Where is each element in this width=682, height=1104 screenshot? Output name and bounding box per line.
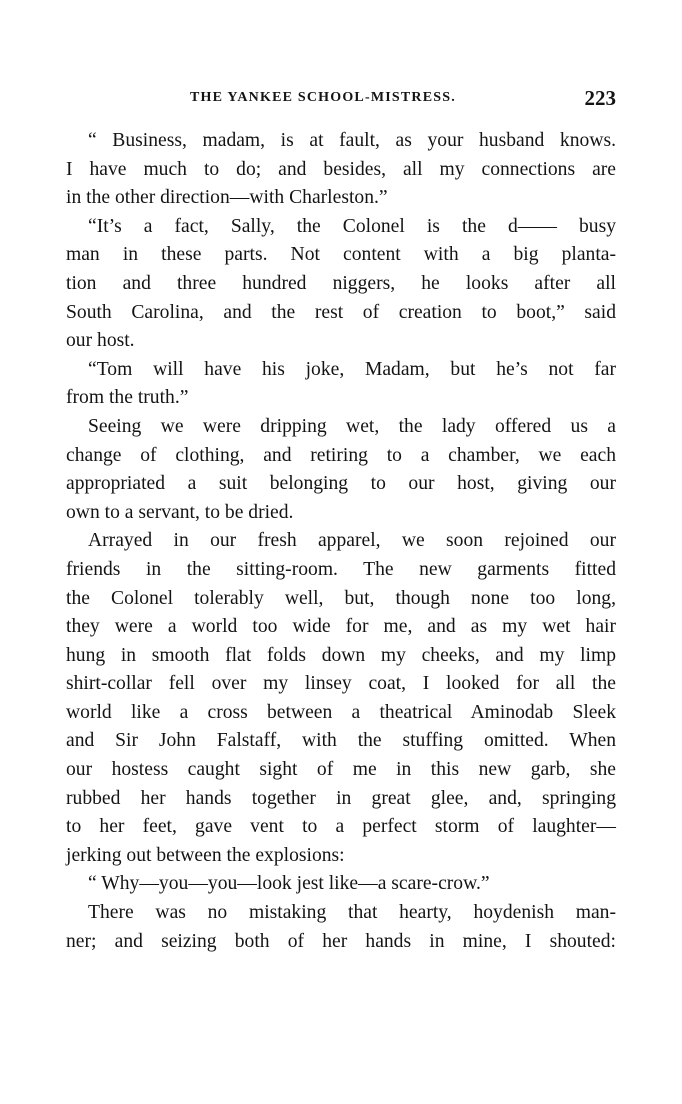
text-line: world like a cross between a theatrical Aminodab Sleek [66,701,616,723]
text-line: “Tom will have his joke, Madam, but he’s not far [88,358,616,380]
text-line: shirt-collar fell over my linsey coat, I looked for all the [66,673,616,695]
page-number: 223 [584,86,616,110]
text-line: appropriated a suit belonging to our host, giving our [66,473,616,495]
text-line: tion and three hundred niggers, he looks after all [66,272,616,294]
text-line: the Colonel tolerably well, but, though none too long, [66,587,616,609]
text-line: friends in the sitting-room. The new garments fitted [66,558,616,580]
page-header [66,86,616,116]
text-line: they were a world too wide for me, and as my wet hair [66,616,616,638]
text-line: “ Business, madam, is at fault, as your husband knows. [88,130,616,151]
text-line: jerking out between the explosions: [66,844,345,866]
text-line: South Carolina, and the rest of creation to boot,” said [66,301,616,323]
text-line: and Sir John Falstaff, with the stuffing omitted. When [66,730,616,752]
text-line: There was no mistaking that hearty, hoydenish man- [88,902,616,924]
text-line: in the other direction—with Charleston.” [66,187,388,209]
text-line: “It’s a fact, Sally, the Colonel is the d—— busy [88,215,616,237]
text-line: our hostess caught sight of me in this new garb, she [66,759,616,781]
text-line: change of clothing, and retiring to a chamber, we each [66,444,616,466]
body-text [66,127,616,956]
text-line: our host. [66,330,135,352]
text-line: from the truth.” [66,387,189,409]
text-line: “ Why—you—you—look jest like—a scare-crow.” [88,873,490,895]
text-line: own to a servant, to be dried. [66,501,294,523]
text-line: I have much to do; and besides, all my connections are [66,158,616,180]
text-line: ner; and seizing both of her hands in mine, I shouted: [66,930,616,952]
text-line: Arrayed in our fresh apparel, we soon rejoined our [88,530,616,552]
text-line: rubbed her hands together in great glee, and, springing [66,787,616,809]
text-line: man in these parts. Not content with a big planta- [66,244,616,266]
text-line: Seeing we were dripping wet, the lady offered us a [88,415,616,437]
text-line: hung in smooth flat folds down my cheeks, and my limp [66,644,616,666]
text-line: to her feet, gave vent to a perfect storm of laughter— [66,816,616,838]
running-head: THE YANKEE SCHOOL-MISTRESS. [190,90,456,105]
